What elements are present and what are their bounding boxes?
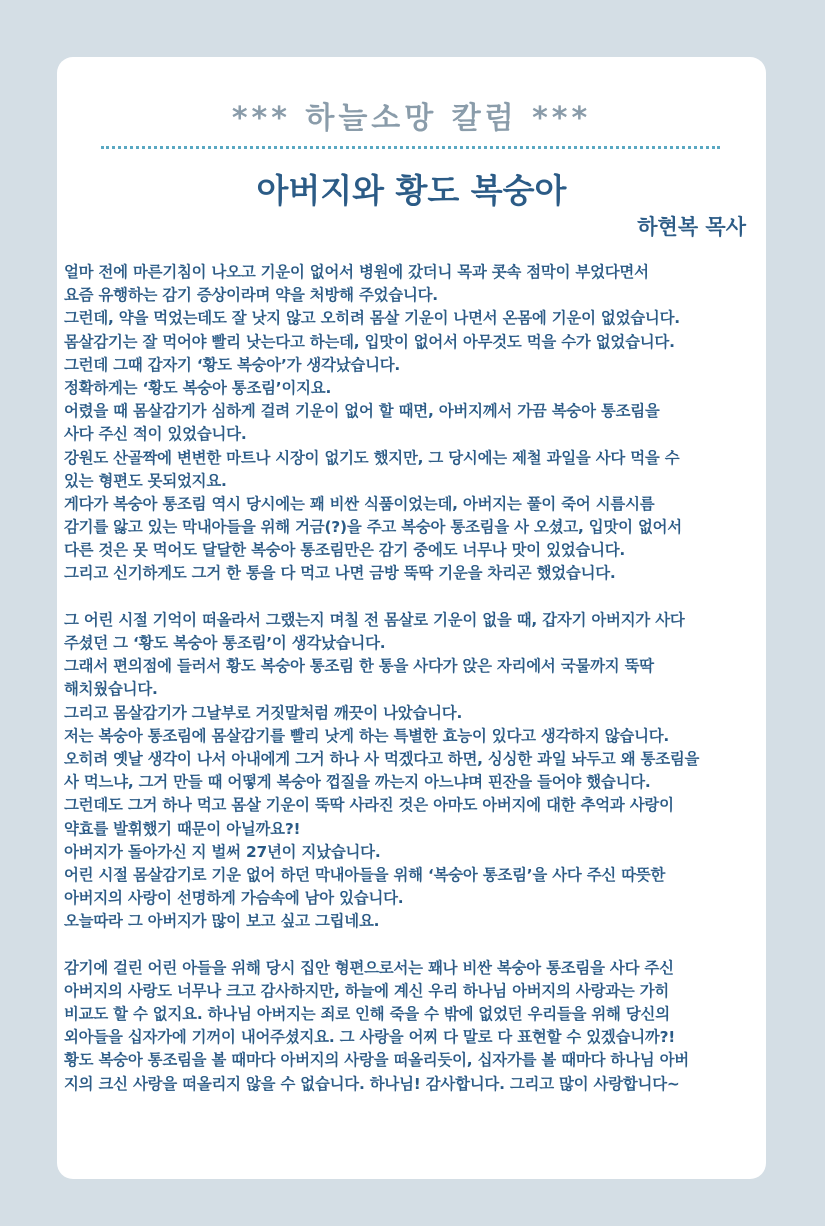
body-line: 요즘 유행하는 감기 증상이라며 약을 처방해 주었습니다. xyxy=(64,286,438,305)
body-line: 그 어린 시절 기억이 떠올라서 그랬는지 며칠 전 몸살로 기운이 없을 때, 갑자기 아버지가 사다 xyxy=(64,610,685,629)
body-line: 오늘따라 그 아버지가 많이 보고 싶고 그립네요. xyxy=(64,912,380,931)
column-card xyxy=(57,57,766,1179)
body-line: 그런데 그때 갑자기 ‘황도 복숭아’가 생각났습니다. xyxy=(64,355,401,374)
body-line: 약효를 발휘했기 때문이 아닐까요?! xyxy=(64,819,301,838)
body-line: 황도 복숭아 통조림을 볼 때마다 아버지의 사랑을 떠올리듯이, 십자가를 볼 때마다 하나님 아버 xyxy=(64,1051,689,1070)
body-line: 게다가 복숭아 통조림 역시 당시에는 꽤 비싼 식품이었는데, 아버지는 풀이 죽어 시름시름 xyxy=(64,494,655,513)
header-divider xyxy=(101,146,720,149)
body-line: 외아들을 십자가에 기꺼이 내어주셨지요. 그 사랑을 어찌 다 말로 다 표현할 수 있겠습니까?! xyxy=(64,1028,676,1047)
body-line: 지의 크신 사랑을 떠올리지 않을 수 없습니다. 하나님! 감사합니다. 그리고 많이 사랑합니다~ xyxy=(64,1074,680,1093)
body-line: 그런데, 약을 먹었는데도 잘 낫지 않고 오히려 몸살 기운이 나면서 온몸에 기운이 없었습니다. xyxy=(64,309,680,328)
article-title: 아버지와 황도 복숭아 xyxy=(256,171,567,210)
body-line: 다른 것은 못 먹어도 달달한 복숭아 통조림만은 감기 중에도 너무나 맛이 있었습니다. xyxy=(64,541,626,560)
body-line: 감기에 걸린 어린 아들을 위해 당시 집안 형편으로서는 꽤나 비싼 복숭아 통조림을 사다 주신 xyxy=(64,958,674,977)
body-line: 정확하게는 ‘황도 복숭아 통조림’이지요. xyxy=(64,378,332,397)
body-line: 얼마 전에 마른기침이 나오고 기운이 없어서 병원에 갔더니 목과 콧속 점막이 부었다면서 xyxy=(64,263,649,281)
body-line: 그래서 편의점에 들러서 황도 복숭아 통조림 한 통을 사다가 앉은 자리에서 국물까지 뚝딱 xyxy=(64,657,654,676)
body-line: 그런데도 그거 하나 먹고 몸살 기운이 뚝딱 사라진 것은 아마도 아버지에 대한 추억과 사랑이 xyxy=(64,796,674,815)
body-line: 해치웠습니다. xyxy=(64,680,158,699)
body-line: 오히려 옛날 생각이 나서 아내에게 그거 하나 사 먹겠다고 하면, 싱싱한 과일 놔두고 왜 통조림을 xyxy=(64,749,700,768)
body-line: 어렸을 때 몸살감기가 심하게 걸려 기운이 없어 할 때면, 아버지께서 가끔 복숭아 통조림을 xyxy=(64,402,660,421)
body-line: 저는 복숭아 통조림에 몸살감기를 빨리 낫게 하는 특별한 효능이 있다고 생각하지 않습니다. xyxy=(64,726,670,745)
column-header: *** 하늘소망 칼럼 *** xyxy=(231,101,592,136)
body-line: 몸살감기는 잘 먹어야 빨리 낫는다고 하는데, 입맛이 없어서 아무것도 먹을 수가 없었습니다. xyxy=(64,332,675,351)
body-line: 그리고 몸살감기가 그날부로 거짓말처럼 깨끗이 나았습니다. xyxy=(64,703,463,722)
article-body xyxy=(64,261,758,1096)
body-line: 사다 주신 적이 있었습니다. xyxy=(64,425,247,444)
article-author: 하현복 목사 xyxy=(637,215,746,239)
body-line: 비교도 할 수 없지요. 하나님 아버지는 죄로 인해 죽을 수 밖에 없었던 우리들을 위해 당신의 xyxy=(64,1005,670,1023)
paragraph-break xyxy=(64,586,758,609)
body-line: 있는 형편도 못되었지요. xyxy=(64,471,227,490)
body-line: 사 먹느냐, 그거 만들 때 어떻게 복숭아 껍질을 까는지 아느냐며 핀잔을 들어야 했습니다. xyxy=(64,773,651,792)
body-line: 감기를 앓고 있는 막내아들을 위해 거금(?)을 주고 복숭아 통조림을 사 오셨고, 입맛이 없어서 xyxy=(64,518,682,537)
body-line: 아버지의 사랑이 선명하게 가슴속에 남아 있습니다. xyxy=(64,889,404,908)
paragraph-break xyxy=(64,933,758,956)
body-line: 그리고 신기하게도 그거 한 통을 다 먹고 나면 금방 뚝딱 기운을 차리곤 했었습니다. xyxy=(64,564,616,583)
body-line: 어린 시절 몸살감기로 기운 없어 하던 막내아들을 위해 ‘복숭아 통조림’을 사다 주신 따뜻한 xyxy=(64,865,666,884)
body-line: 주셨던 그 ‘황도 복숭아 통조림’이 생각났습니다. xyxy=(64,634,386,652)
body-line: 강원도 산골짝에 변변한 마트나 시장이 없기도 했지만, 그 당시에는 제철 과일을 사다 먹을 수 xyxy=(64,448,680,467)
body-line: 아버지의 사랑도 너무나 크고 감사하지만, 하늘에 계신 우리 하나님 아버지의 사랑과는 가히 xyxy=(64,981,670,1000)
body-line: 아버지가 돌아가신 지 벌써 27년이 지났습니다. xyxy=(64,842,381,861)
